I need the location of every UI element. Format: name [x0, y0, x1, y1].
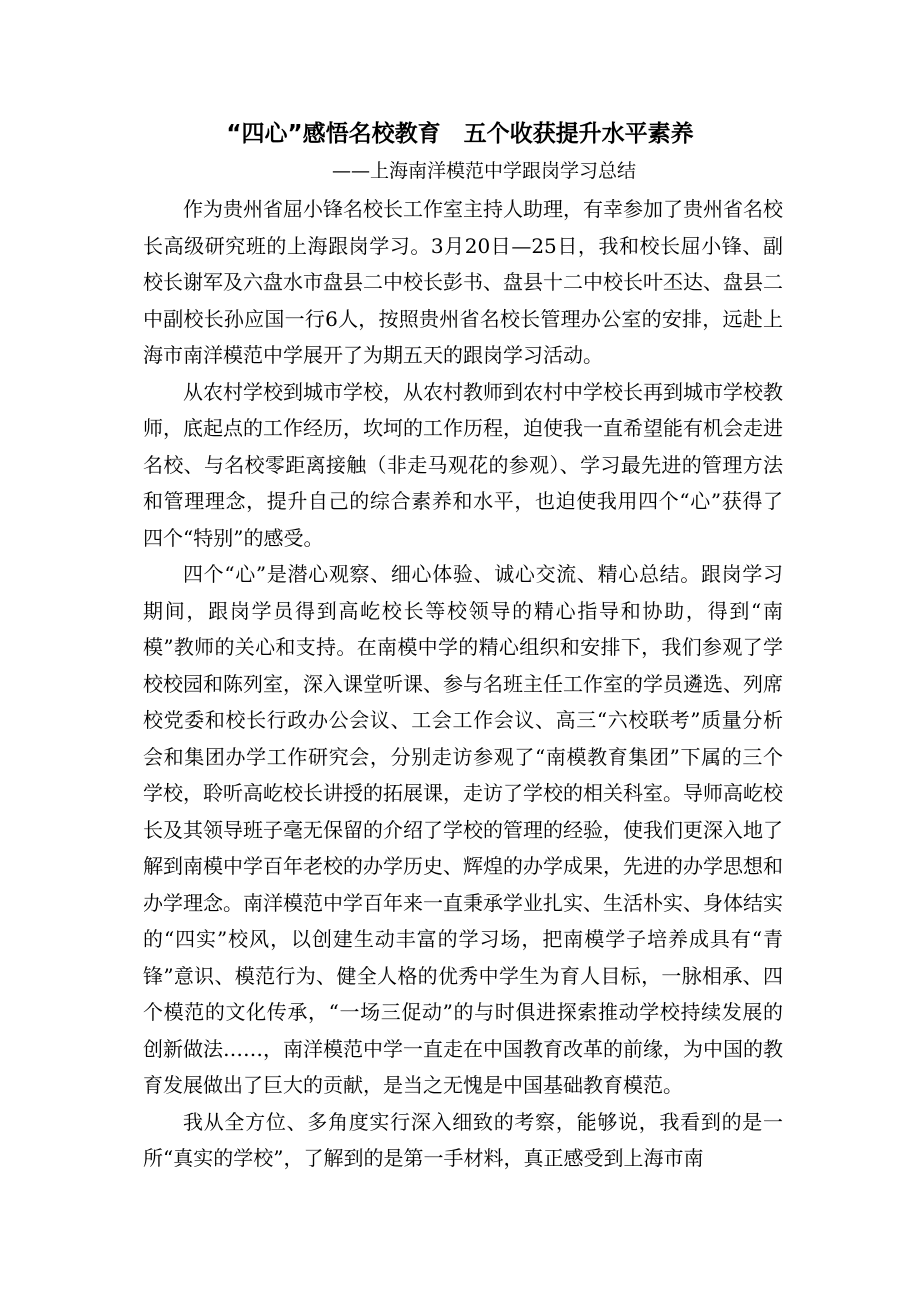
document-subtitle: ——上海南洋模范中学跟岗学习总结: [332, 160, 637, 182]
paragraph-observation: 我从全方位、多角度实行深入细致的考察，能够说，我看到的是一所“真实的学校”，了解到的是第一手材料，真正感受到上海市南: [143, 1109, 783, 1170]
document-body: [143, 191, 783, 1177]
document-title: “四心”感悟名校教育 五个收获提升水平素养: [226, 121, 694, 147]
paragraph-four-hearts: 四个“心”是潜心观察、细心体验、诚心交流、精心总结。跟岗学习期间，跟岗学员得到高屹校长等校领导的精心指导和协助，得到“南模”教师的关心和支持。在南模中学的精心组织和安排下，我们参观了学校校园和陈列室，深入课堂听课、参与名班主任工作室的学员遴选、列席校党委和校长行政办公会议、工会工作会议、高三“六校联考”质量分析会和集团办学工作研究会，分别走访参观了“南模教育集团”下属的三个学校，聆听高屹校长讲授的拓展课，走访了学校的相关科室。导师高屹校长及其领导班子毫无保留的介绍了学校的管理的经验，使我们更深入地了解到南模中学百年老校的办学历史、辉煌的办学成果，先进的办学思想和办学理念。南洋模范中学百年来一直秉承学业扎实、生活朴实、身体结实的“四实”校风，以创建生动丰富的学习场，把南模学子培养成具有“青锋”意识、模范行为、健全人格的优秀中学生为育人目标，一脉相承、四个模范的文化传承，“一场三促动”的与时俱进探索推动学校持续发展的创新做法……，南洋模范中学一直走在中国教育改革的前缘，为中国的教育发展做出了巨大的贡献，是当之无愧是中国基础教育模范。: [143, 562, 783, 1097]
paragraph-background: 从农村学校到城市学校，从农村教师到农村中学校长再到城市学校教师，底起点的工作经历，坎坷的工作历程，迫使我一直希望能有机会走进名校、与名校零距离接触（非走马观花的参观）、学习最先进的管理方法和管理理念，提升自己的综合素养和水平，也迫使我用四个“心”获得了四个“特别”的感受。: [143, 379, 783, 550]
paragraph-intro: 作为贵州省屈小锋名校长工作室主持人助理，有幸参加了贵州省名校长高级研究班的上海跟岗学习。3月20日—25日，我和校长屈小锋、副校长谢军及六盘水市盘县二中校长彭书、盘县十二中校长叶丕达、盘县二中副校长孙应国一行6人，按照贵州省名校长管理办公室的安排，远赴上海市南洋模范中学展开了为期五天的跟岗学习活动。: [143, 197, 783, 367]
